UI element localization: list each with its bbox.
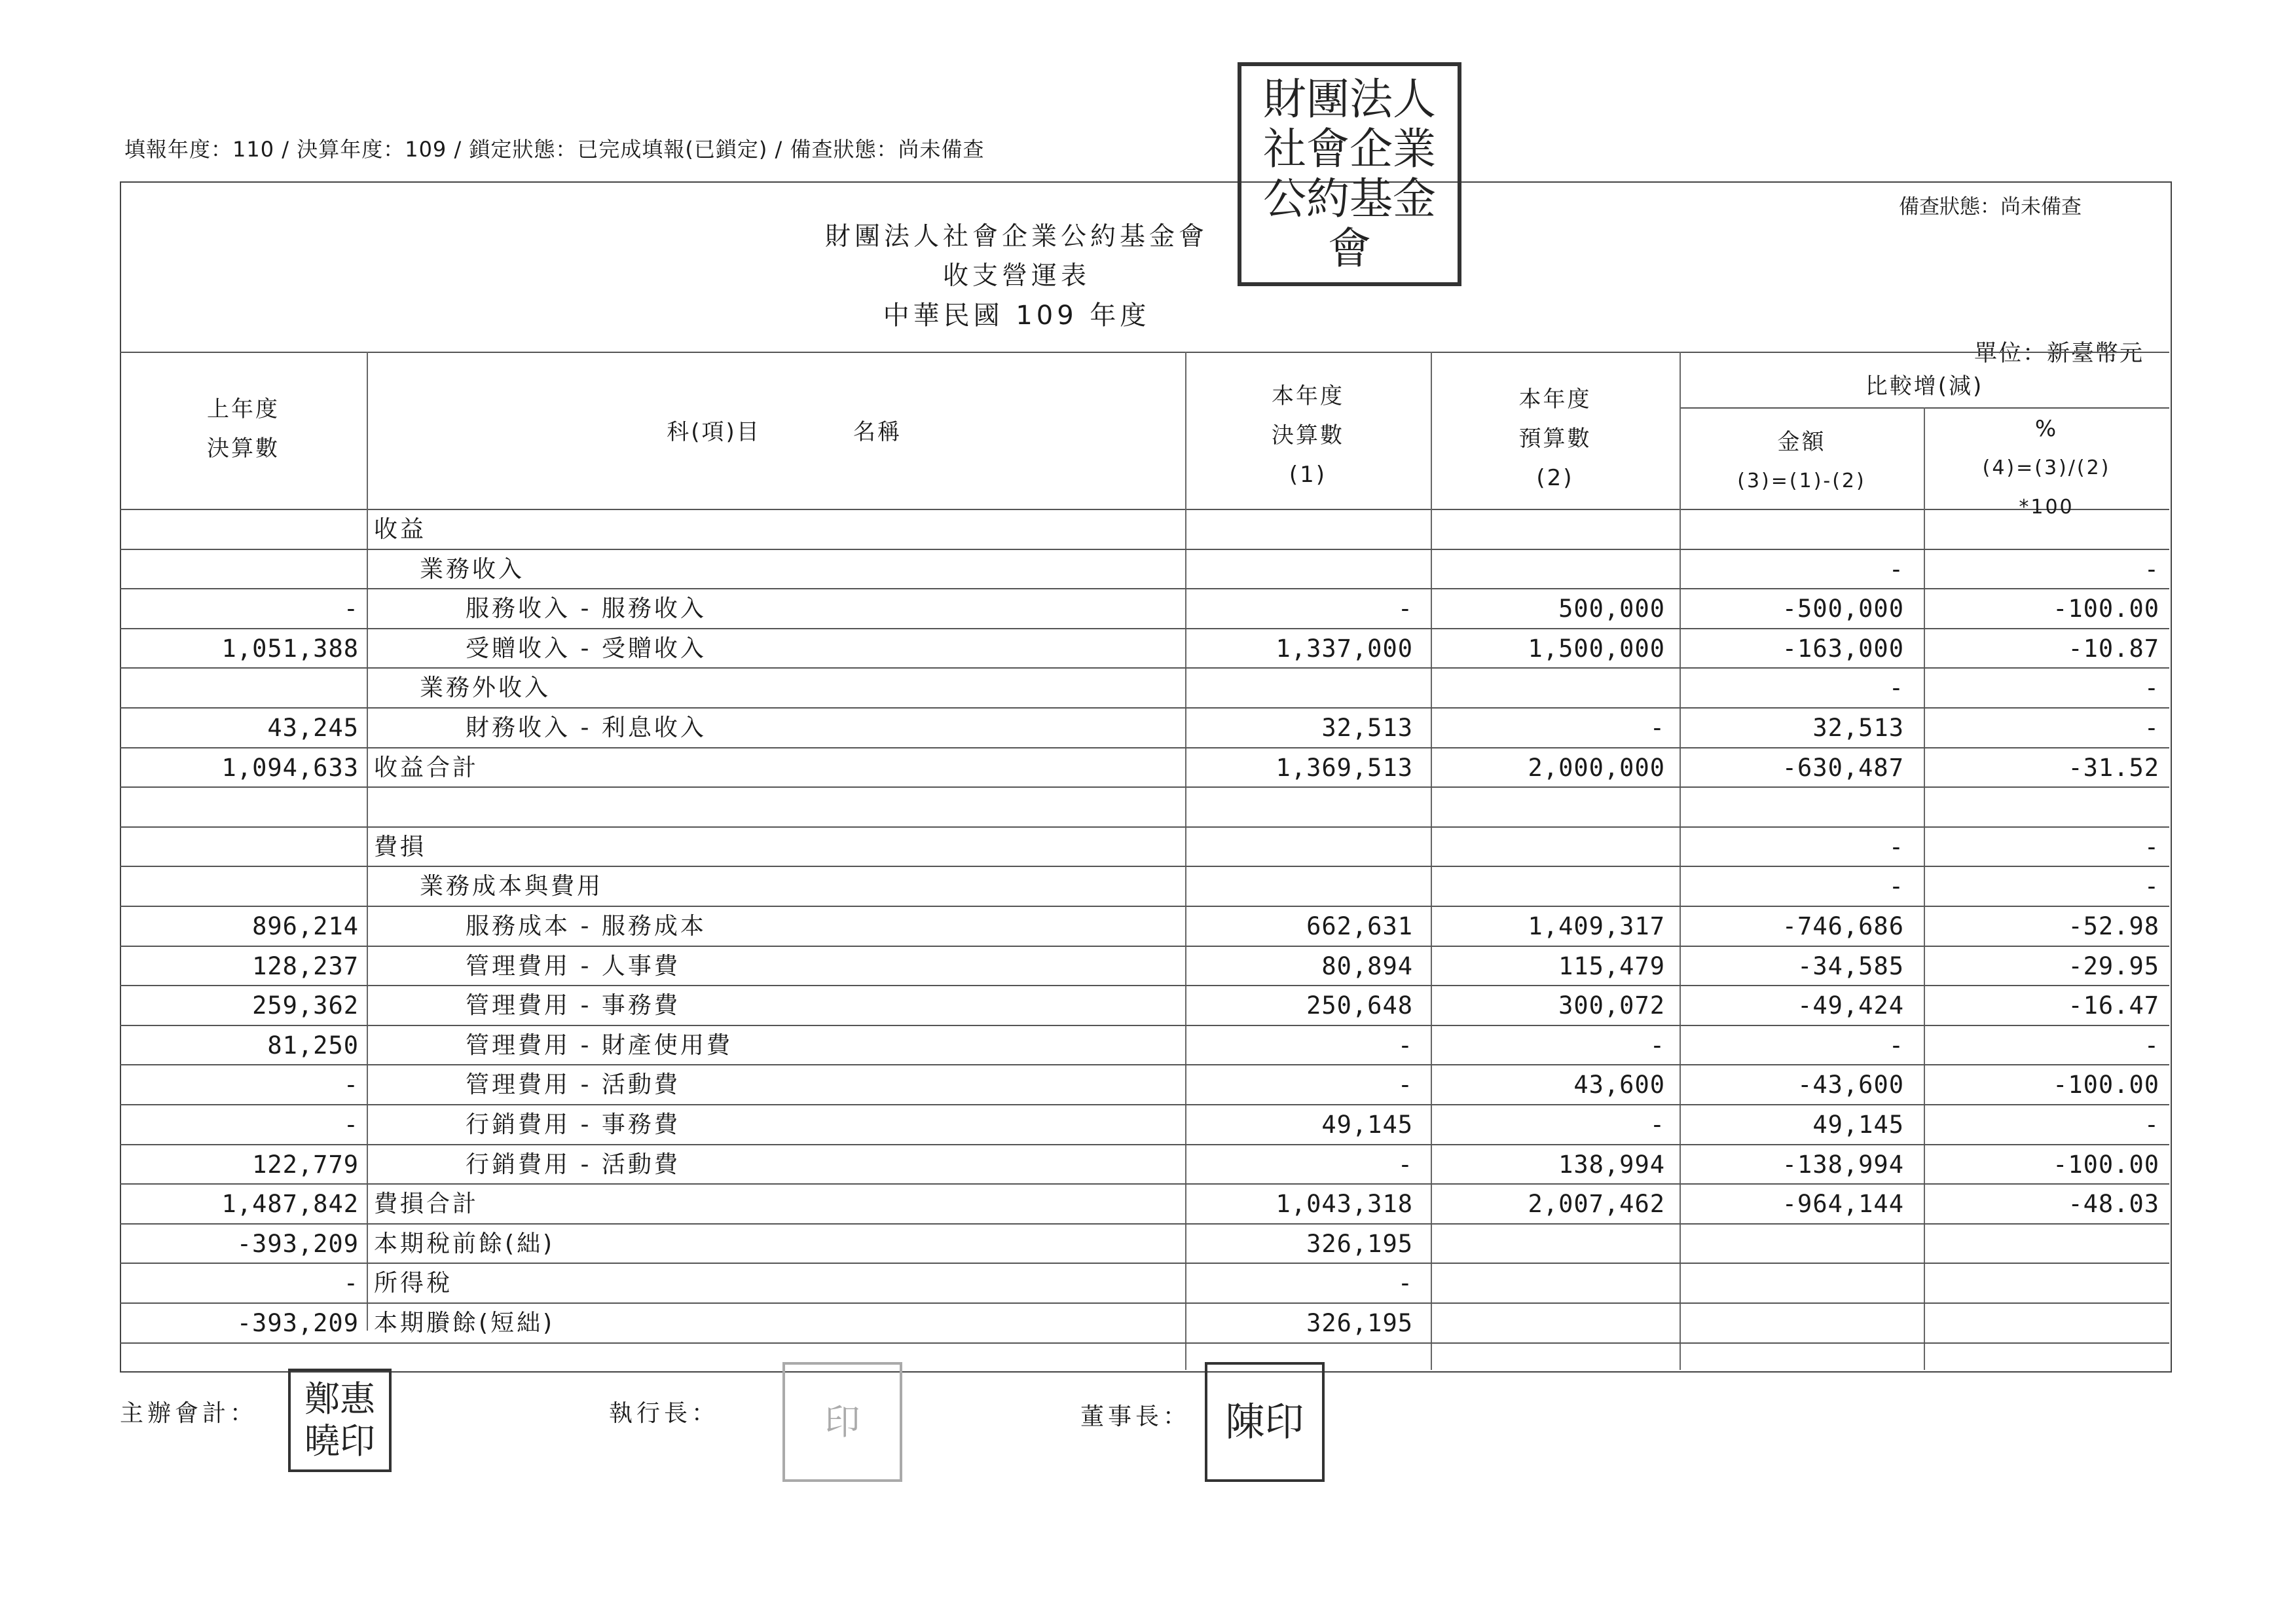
header-prev: 上年度 決算數 <box>207 396 280 462</box>
budget-cell: 43,600 <box>1573 1071 1665 1099</box>
diff-amount-cell: 49,145 <box>1812 1111 1904 1139</box>
item-name-cell: 收益 <box>374 516 427 543</box>
prev-year-cell: 128,237 <box>252 951 359 980</box>
prev-year-cell: 1,487,842 <box>221 1190 359 1219</box>
table-row <box>120 1263 2169 1304</box>
table-row <box>120 549 2169 590</box>
actual-cell: 32,513 <box>1321 714 1413 742</box>
table-row <box>120 747 2169 788</box>
budget-cell: 2,007,462 <box>1528 1190 1665 1219</box>
diff-pct-cell: -10.87 <box>2068 634 2159 663</box>
prev-year-cell: - <box>343 595 359 623</box>
actual-cell: 49,145 <box>1321 1111 1413 1139</box>
item-name-cell: 費損合計 <box>374 1190 479 1218</box>
diff-amount-cell: - <box>1888 555 1904 583</box>
budget-cell: - <box>1649 1111 1665 1139</box>
diff-pct-cell: - <box>2144 555 2159 583</box>
diff-pct-cell: - <box>2144 872 2159 901</box>
item-name-cell: 服務收入 - 服務收入 <box>466 595 707 623</box>
prev-year-cell: 259,362 <box>252 991 359 1020</box>
diff-pct-cell: -31.52 <box>2068 753 2159 782</box>
diff-pct-cell: - <box>2144 674 2159 703</box>
actual-cell: 80,894 <box>1321 951 1413 980</box>
diff-amount-cell: - <box>1888 872 1904 901</box>
org-name: 財團法人社會企業公約基金會 <box>824 222 1208 251</box>
table-row <box>120 667 2169 709</box>
table-row <box>120 866 2169 907</box>
prev-year-cell: 1,051,388 <box>221 634 359 663</box>
budget-cell: - <box>1649 1031 1665 1060</box>
table-row <box>120 628 2169 669</box>
table-row <box>120 946 2169 987</box>
diff-amount-cell: - <box>1888 1031 1904 1060</box>
diff-pct-cell: -52.98 <box>2068 912 2159 940</box>
item-name-cell: 業務成本與費用 <box>420 873 604 900</box>
accountant-label: 主辦會計： <box>120 1400 258 1427</box>
budget-cell: - <box>1649 714 1665 742</box>
item-name-cell: 行銷費用 - 事務費 <box>466 1111 680 1138</box>
table-row <box>120 1104 2169 1145</box>
budget-cell: 1,500,000 <box>1528 634 1665 663</box>
diff-amount-cell: -138,994 <box>1782 1150 1904 1179</box>
prev-year-cell: - <box>343 1111 359 1139</box>
chairman-label: 董事長： <box>1080 1403 1191 1430</box>
diff-pct-cell: -100.00 <box>2053 595 2159 623</box>
table-row <box>120 906 2169 947</box>
diff-amount-cell: -34,585 <box>1797 951 1904 980</box>
header-item-name: 名稱 <box>853 419 902 445</box>
item-name-cell: 服務成本 - 服務成本 <box>466 913 707 940</box>
budget-cell: 1,409,317 <box>1528 912 1665 940</box>
prev-year-cell: 43,245 <box>267 714 359 742</box>
item-name-cell: 財務收入 - 利息收入 <box>466 714 707 741</box>
table-row <box>120 1302 2169 1344</box>
item-name-cell: 管理費用 - 人事費 <box>466 952 680 980</box>
diff-amount-cell: -630,487 <box>1782 753 1904 782</box>
item-name-cell: 行銷費用 - 活動費 <box>466 1151 680 1178</box>
table-row <box>120 826 2169 868</box>
actual-cell: - <box>1397 1071 1413 1099</box>
actual-cell: - <box>1397 1150 1413 1179</box>
actual-cell: 326,195 <box>1306 1309 1413 1337</box>
diff-pct-cell: -16.47 <box>2068 991 2159 1020</box>
table-row <box>120 786 2169 828</box>
actual-cell: 250,648 <box>1306 991 1413 1020</box>
actual-cell: 662,631 <box>1306 912 1413 940</box>
table-row <box>120 1025 2169 1066</box>
table-row <box>120 1183 2169 1225</box>
prev-year-cell: 896,214 <box>252 912 359 940</box>
diff-pct-cell: - <box>2144 1111 2159 1139</box>
header-pct: % (4)=(3)/(2) *100 <box>1982 416 2111 519</box>
table-row <box>120 509 2169 550</box>
actual-cell: - <box>1397 1031 1413 1060</box>
item-name-cell: 本期賸餘(短絀) <box>374 1310 555 1337</box>
prev-year-cell: 122,779 <box>252 1150 359 1179</box>
diff-amount-cell: -500,000 <box>1782 595 1904 623</box>
diff-amount-cell: - <box>1888 674 1904 703</box>
diff-pct-cell: -100.00 <box>2053 1150 2159 1179</box>
header-amount: 金額 (3)=(1)-(2) <box>1737 429 1866 492</box>
prev-year-cell: -393,209 <box>236 1309 359 1337</box>
budget-cell: 500,000 <box>1558 595 1665 623</box>
header-item: 科(項)目 <box>667 419 761 445</box>
header-actual: 本年度 決算數 (1) <box>1272 383 1344 488</box>
item-name-cell: 收益合計 <box>374 754 479 781</box>
diff-pct-cell: - <box>2144 714 2159 742</box>
diff-amount-cell: -163,000 <box>1782 634 1904 663</box>
unit-label: 單位：新臺幣元 <box>1974 341 2144 367</box>
report-status-line: 填報年度：110 / 決算年度：109 / 鎖定狀態：已完成填報(已鎖定) / 備查狀態：尚未備查 <box>124 137 985 162</box>
item-name-cell: 管理費用 - 活動費 <box>466 1071 680 1099</box>
review-status: 備查狀態：尚未備查 <box>1899 195 2082 219</box>
item-name-cell: 所得稅 <box>374 1270 453 1297</box>
item-name-cell: 業務收入 <box>420 555 525 583</box>
header-top-line <box>120 352 2169 353</box>
budget-cell: 115,479 <box>1558 951 1665 980</box>
table-row <box>120 588 2169 629</box>
diff-amount-cell: -49,424 <box>1797 991 1904 1020</box>
header-budget: 本年度 預算數 (2) <box>1518 386 1592 491</box>
prev-year-cell: - <box>343 1071 359 1099</box>
diff-pct-cell: - <box>2144 1031 2159 1060</box>
prev-year-cell: 81,250 <box>267 1031 359 1060</box>
diff-amount-cell: -964,144 <box>1782 1190 1904 1219</box>
table-row <box>120 1144 2169 1185</box>
table-row <box>120 1223 2169 1264</box>
actual-cell: 1,369,513 <box>1276 753 1413 782</box>
actual-cell: - <box>1397 595 1413 623</box>
prev-year-cell: -393,209 <box>236 1229 359 1258</box>
diff-amount-cell: 32,513 <box>1812 714 1904 742</box>
budget-cell: 138,994 <box>1558 1150 1665 1179</box>
diff-pct-cell: -48.03 <box>2068 1190 2159 1219</box>
budget-cell: 2,000,000 <box>1528 753 1665 782</box>
table-row <box>120 1064 2169 1105</box>
accountant-seal: 鄭惠 曉印 <box>288 1369 392 1472</box>
diff-pct-cell: -29.95 <box>2068 951 2159 980</box>
item-name-cell: 費損 <box>374 833 427 860</box>
chairman-seal: 陳印 <box>1205 1362 1325 1482</box>
budget-cell: 300,072 <box>1558 991 1665 1020</box>
org-seal-text: 財團法人 <box>1263 74 1436 124</box>
report-period: 中華民國 109 年度 <box>883 301 1150 331</box>
actual-cell: - <box>1397 1269 1413 1298</box>
diff-pct-cell: -100.00 <box>2053 1071 2159 1099</box>
item-name-cell: 受贈收入 - 受贈收入 <box>466 635 707 662</box>
item-name-cell: 本期稅前餘(絀) <box>374 1230 555 1257</box>
prev-year-cell: - <box>343 1269 359 1298</box>
item-name-cell: 業務外收入 <box>420 674 551 702</box>
table-row <box>120 707 2169 748</box>
actual-cell: 1,337,000 <box>1276 634 1413 663</box>
diff-amount-cell: - <box>1888 832 1904 861</box>
ceo-label: 執行長： <box>609 1400 720 1427</box>
diff-pct-cell: - <box>2144 832 2159 861</box>
diff-amount-cell: -43,600 <box>1797 1071 1904 1099</box>
org-seal: 財團法人 社會企業 公約基金 會 <box>1238 62 1461 286</box>
actual-cell: 1,043,318 <box>1276 1190 1413 1219</box>
item-name-cell: 管理費用 - 事務費 <box>466 992 680 1020</box>
item-name-cell: 管理費用 - 財產使用費 <box>466 1031 733 1059</box>
table-row <box>120 985 2169 1026</box>
actual-cell: 326,195 <box>1306 1229 1413 1258</box>
prev-year-cell: 1,094,633 <box>221 753 359 782</box>
ceo-seal: 印 <box>782 1362 902 1482</box>
report-name: 收支營運表 <box>942 261 1090 291</box>
header-compare: 比較增(減) <box>1865 373 1984 399</box>
diff-amount-cell: -746,686 <box>1782 912 1904 940</box>
